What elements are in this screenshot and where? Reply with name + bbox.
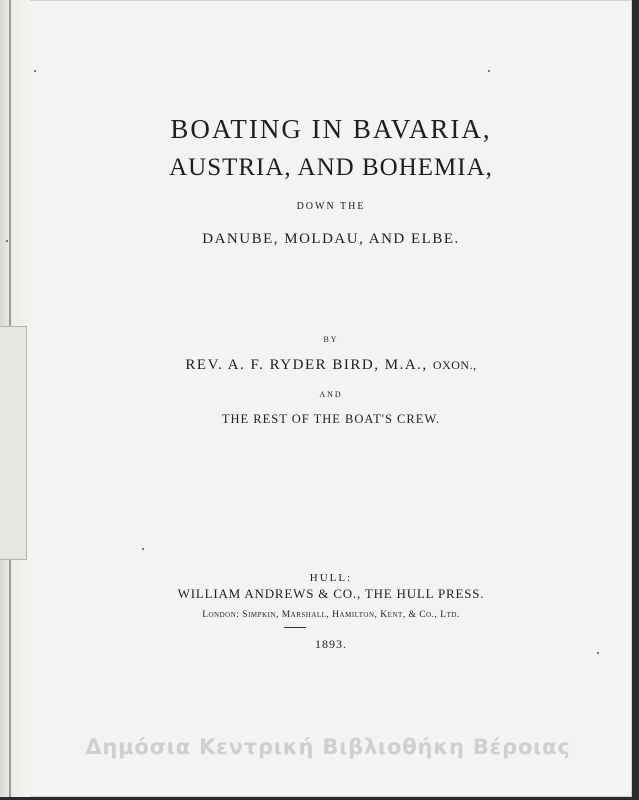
- imprint-rule: [284, 627, 306, 628]
- paper-speck: [34, 70, 36, 72]
- binding-tab: [0, 326, 27, 560]
- imprint-london-agents: London: Simpkin, Marshall, Hamilton, Kent, & Co., Ltd.: [202, 610, 460, 620]
- and-label: AND: [319, 390, 343, 399]
- imprint-year: 1893.: [315, 637, 347, 651]
- imprint-place: HULL:: [309, 572, 353, 584]
- author-name: REV. A. F. RYDER BIRD, M.A.,: [185, 357, 428, 373]
- library-watermark: Δημόσια Κεντρική Βιβλιοθήκη Βέροιας: [85, 735, 571, 759]
- author-line: [30, 357, 632, 374]
- subtitle-down-the: DOWN THE: [296, 201, 366, 212]
- paper-speck: [488, 70, 490, 72]
- paper-speck: [597, 652, 599, 654]
- paper-speck: [142, 548, 144, 550]
- subtitle-rivers: DANUBE, MOLDAU, AND ELBE.: [202, 231, 460, 247]
- scan-background: [632, 0, 639, 800]
- imprint-publisher: WILLIAM ANDREWS & CO., THE HULL PRESS.: [177, 586, 485, 601]
- title-line-1: BOATING IN BAVARIA,: [170, 114, 492, 144]
- by-label: BY: [323, 335, 339, 344]
- title-line-2: AUSTRIA, AND BOHEMIA,: [169, 154, 493, 181]
- author-affiliation: OXON.,: [432, 358, 477, 372]
- paper-speck: [6, 240, 8, 242]
- co-authors: THE REST OF THE BOAT'S CREW.: [221, 412, 441, 426]
